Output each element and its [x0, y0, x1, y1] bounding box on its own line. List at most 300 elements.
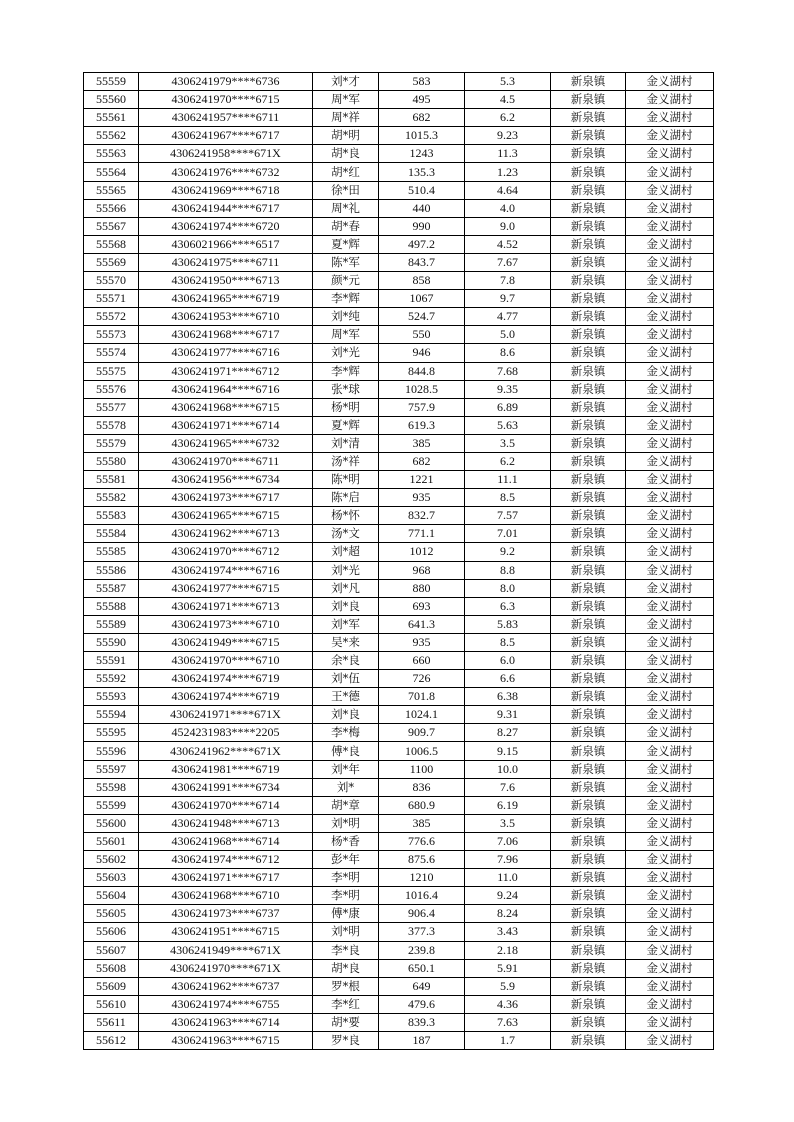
value-cell: 3.5	[465, 434, 551, 452]
table-row	[84, 416, 714, 434]
table-row	[84, 1031, 714, 1049]
serial-number-cell: 55569	[84, 253, 139, 271]
value-cell: 8.5	[465, 633, 551, 651]
village-cell: 金义湖村	[626, 670, 714, 688]
amount-cell: 682	[379, 452, 465, 470]
serial-number-cell: 55600	[84, 814, 139, 832]
id-number-cell: 4306241971****6712	[139, 362, 313, 380]
serial-number-cell: 55559	[84, 73, 139, 91]
amount-cell: 385	[379, 434, 465, 452]
serial-number-cell: 55576	[84, 380, 139, 398]
town-cell: 新泉镇	[551, 127, 626, 145]
name-cell: 杨*怀	[313, 507, 379, 525]
id-number-cell: 4306241991****6734	[139, 778, 313, 796]
serial-number-cell: 55587	[84, 579, 139, 597]
amount-cell: 1100	[379, 760, 465, 778]
table-row	[84, 91, 714, 109]
name-cell: 刘*伍	[313, 670, 379, 688]
town-cell: 新泉镇	[551, 778, 626, 796]
village-cell: 金义湖村	[626, 869, 714, 887]
town-cell: 新泉镇	[551, 995, 626, 1013]
amount-cell: 693	[379, 597, 465, 615]
town-cell: 新泉镇	[551, 796, 626, 814]
value-cell: 6.89	[465, 398, 551, 416]
town-cell: 新泉镇	[551, 272, 626, 290]
amount-cell: 935	[379, 633, 465, 651]
name-cell: 张*球	[313, 380, 379, 398]
id-number-cell: 4306241948****6713	[139, 814, 313, 832]
value-cell: 8.24	[465, 905, 551, 923]
amount-cell: 650.1	[379, 959, 465, 977]
table-row	[84, 959, 714, 977]
id-number-cell: 4306241976****6732	[139, 163, 313, 181]
village-cell: 金义湖村	[626, 760, 714, 778]
table-row	[84, 995, 714, 1013]
value-cell: 9.2	[465, 543, 551, 561]
amount-cell: 550	[379, 326, 465, 344]
value-cell: 8.8	[465, 561, 551, 579]
value-cell: 11.3	[465, 145, 551, 163]
serial-number-cell: 55590	[84, 633, 139, 651]
amount-cell: 619.3	[379, 416, 465, 434]
value-cell: 11.0	[465, 869, 551, 887]
amount-cell: 839.3	[379, 1013, 465, 1031]
table-row	[84, 127, 714, 145]
id-number-cell: 4306241949****6715	[139, 633, 313, 651]
town-cell: 新泉镇	[551, 308, 626, 326]
value-cell: 5.91	[465, 959, 551, 977]
town-cell: 新泉镇	[551, 91, 626, 109]
town-cell: 新泉镇	[551, 290, 626, 308]
name-cell: 周*军	[313, 326, 379, 344]
id-number-cell: 4306241981****6719	[139, 760, 313, 778]
village-cell: 金义湖村	[626, 1013, 714, 1031]
id-number-cell: 4306241974****6720	[139, 217, 313, 235]
serial-number-cell: 55561	[84, 109, 139, 127]
serial-number-cell: 55563	[84, 145, 139, 163]
value-cell: 11.1	[465, 471, 551, 489]
id-number-cell: 4306241968****6717	[139, 326, 313, 344]
amount-cell: 990	[379, 217, 465, 235]
serial-number-cell: 55577	[84, 398, 139, 416]
town-cell: 新泉镇	[551, 832, 626, 850]
village-cell: 金义湖村	[626, 561, 714, 579]
id-number-cell: 4306021966****6517	[139, 235, 313, 253]
town-cell: 新泉镇	[551, 109, 626, 127]
amount-cell: 843.7	[379, 253, 465, 271]
town-cell: 新泉镇	[551, 905, 626, 923]
amount-cell: 1243	[379, 145, 465, 163]
id-number-cell: 4306241974****6755	[139, 995, 313, 1013]
table-row	[84, 235, 714, 253]
serial-number-cell: 55599	[84, 796, 139, 814]
serial-number-cell: 55601	[84, 832, 139, 850]
table-row	[84, 706, 714, 724]
name-cell: 刘*明	[313, 923, 379, 941]
town-cell: 新泉镇	[551, 579, 626, 597]
id-number-cell: 4306241953****6710	[139, 308, 313, 326]
amount-cell: 909.7	[379, 724, 465, 742]
name-cell: 颜*元	[313, 272, 379, 290]
amount-cell: 479.6	[379, 995, 465, 1013]
table-row	[84, 923, 714, 941]
name-cell: 周*军	[313, 91, 379, 109]
village-cell: 金义湖村	[626, 615, 714, 633]
value-cell: 5.3	[465, 73, 551, 91]
town-cell: 新泉镇	[551, 941, 626, 959]
id-number-cell: 4306241969****6718	[139, 181, 313, 199]
amount-cell: 641.3	[379, 615, 465, 633]
name-cell: 刘*超	[313, 543, 379, 561]
table-row	[84, 778, 714, 796]
name-cell: 胡*春	[313, 217, 379, 235]
amount-cell: 1221	[379, 471, 465, 489]
table-row	[84, 597, 714, 615]
value-cell: 4.5	[465, 91, 551, 109]
name-cell: 刘*光	[313, 344, 379, 362]
serial-number-cell: 55560	[84, 91, 139, 109]
table-row	[84, 73, 714, 91]
serial-number-cell: 55597	[84, 760, 139, 778]
amount-cell: 524.7	[379, 308, 465, 326]
serial-number-cell: 55571	[84, 290, 139, 308]
table-row	[84, 525, 714, 543]
value-cell: 6.2	[465, 452, 551, 470]
town-cell: 新泉镇	[551, 1031, 626, 1049]
serial-number-cell: 55583	[84, 507, 139, 525]
name-cell: 罗*良	[313, 1031, 379, 1049]
serial-number-cell: 55567	[84, 217, 139, 235]
value-cell: 9.31	[465, 706, 551, 724]
records-table-body	[84, 73, 714, 1050]
name-cell: 傅*良	[313, 742, 379, 760]
village-cell: 金义湖村	[626, 362, 714, 380]
table-row	[84, 941, 714, 959]
records-table	[83, 72, 714, 1050]
town-cell: 新泉镇	[551, 742, 626, 760]
table-row	[84, 887, 714, 905]
amount-cell: 844.8	[379, 362, 465, 380]
id-number-cell: 4306241973****6717	[139, 489, 313, 507]
serial-number-cell: 55564	[84, 163, 139, 181]
amount-cell: 239.8	[379, 941, 465, 959]
town-cell: 新泉镇	[551, 760, 626, 778]
value-cell: 7.01	[465, 525, 551, 543]
amount-cell: 726	[379, 670, 465, 688]
name-cell: 李*梅	[313, 724, 379, 742]
town-cell: 新泉镇	[551, 724, 626, 742]
town-cell: 新泉镇	[551, 1013, 626, 1031]
name-cell: 刘*明	[313, 814, 379, 832]
village-cell: 金义湖村	[626, 272, 714, 290]
id-number-cell: 4306241975****6711	[139, 253, 313, 271]
table-row	[84, 181, 714, 199]
value-cell: 4.64	[465, 181, 551, 199]
serial-number-cell: 55584	[84, 525, 139, 543]
town-cell: 新泉镇	[551, 525, 626, 543]
name-cell: 刘*光	[313, 561, 379, 579]
table-row	[84, 1013, 714, 1031]
town-cell: 新泉镇	[551, 253, 626, 271]
id-number-cell: 4306241949****671X	[139, 941, 313, 959]
name-cell: 李*辉	[313, 362, 379, 380]
amount-cell: 906.4	[379, 905, 465, 923]
amount-cell: 510.4	[379, 181, 465, 199]
value-cell: 8.27	[465, 724, 551, 742]
serial-number-cell: 55573	[84, 326, 139, 344]
name-cell: 陈*启	[313, 489, 379, 507]
village-cell: 金义湖村	[626, 688, 714, 706]
value-cell: 7.6	[465, 778, 551, 796]
value-cell: 7.63	[465, 1013, 551, 1031]
value-cell: 4.52	[465, 235, 551, 253]
serial-number-cell: 55611	[84, 1013, 139, 1031]
serial-number-cell: 55610	[84, 995, 139, 1013]
id-number-cell: 4306241977****6715	[139, 579, 313, 597]
village-cell: 金义湖村	[626, 471, 714, 489]
id-number-cell: 4306241977****6716	[139, 344, 313, 362]
serial-number-cell: 55605	[84, 905, 139, 923]
serial-number-cell: 55598	[84, 778, 139, 796]
name-cell: 李*明	[313, 869, 379, 887]
value-cell: 2.18	[465, 941, 551, 959]
name-cell: 李*辉	[313, 290, 379, 308]
town-cell: 新泉镇	[551, 507, 626, 525]
id-number-cell: 4306241965****6715	[139, 507, 313, 525]
name-cell: 刘*清	[313, 434, 379, 452]
name-cell: 吴*来	[313, 633, 379, 651]
id-number-cell: 4306241970****6711	[139, 452, 313, 470]
table-row	[84, 290, 714, 308]
value-cell: 8.0	[465, 579, 551, 597]
id-number-cell: 4306241971****6713	[139, 597, 313, 615]
table-row	[84, 217, 714, 235]
id-number-cell: 4306241970****6715	[139, 91, 313, 109]
village-cell: 金义湖村	[626, 1031, 714, 1049]
serial-number-cell: 55591	[84, 652, 139, 670]
id-number-cell: 4306241963****6715	[139, 1031, 313, 1049]
value-cell: 6.19	[465, 796, 551, 814]
name-cell: 胡*良	[313, 145, 379, 163]
amount-cell: 649	[379, 977, 465, 995]
value-cell: 9.24	[465, 887, 551, 905]
serial-number-cell: 55574	[84, 344, 139, 362]
village-cell: 金义湖村	[626, 253, 714, 271]
id-number-cell: 4306241970****6712	[139, 543, 313, 561]
name-cell: 余*良	[313, 652, 379, 670]
name-cell: 夏*辉	[313, 416, 379, 434]
table-row	[84, 507, 714, 525]
name-cell: 杨*明	[313, 398, 379, 416]
name-cell: 汤*祥	[313, 452, 379, 470]
village-cell: 金义湖村	[626, 181, 714, 199]
table-row	[84, 398, 714, 416]
table-row	[84, 796, 714, 814]
village-cell: 金义湖村	[626, 724, 714, 742]
village-cell: 金义湖村	[626, 796, 714, 814]
serial-number-cell: 55580	[84, 452, 139, 470]
serial-number-cell: 55589	[84, 615, 139, 633]
amount-cell: 1024.1	[379, 706, 465, 724]
serial-number-cell: 55602	[84, 851, 139, 869]
village-cell: 金义湖村	[626, 109, 714, 127]
village-cell: 金义湖村	[626, 923, 714, 941]
value-cell: 5.83	[465, 615, 551, 633]
serial-number-cell: 55594	[84, 706, 139, 724]
village-cell: 金义湖村	[626, 905, 714, 923]
village-cell: 金义湖村	[626, 326, 714, 344]
village-cell: 金义湖村	[626, 163, 714, 181]
town-cell: 新泉镇	[551, 471, 626, 489]
id-number-cell: 4306241974****6719	[139, 670, 313, 688]
village-cell: 金义湖村	[626, 832, 714, 850]
name-cell: 刘*凡	[313, 579, 379, 597]
name-cell: 夏*辉	[313, 235, 379, 253]
id-number-cell: 4306241971****671X	[139, 706, 313, 724]
amount-cell: 1015.3	[379, 127, 465, 145]
id-number-cell: 4306241968****6710	[139, 887, 313, 905]
town-cell: 新泉镇	[551, 851, 626, 869]
village-cell: 金义湖村	[626, 416, 714, 434]
town-cell: 新泉镇	[551, 326, 626, 344]
value-cell: 7.57	[465, 507, 551, 525]
id-number-cell: 4306241971****6717	[139, 869, 313, 887]
id-number-cell: 4306241968****6715	[139, 398, 313, 416]
name-cell: 周*礼	[313, 199, 379, 217]
town-cell: 新泉镇	[551, 489, 626, 507]
amount-cell: 1006.5	[379, 742, 465, 760]
name-cell: 陈*明	[313, 471, 379, 489]
village-cell: 金义湖村	[626, 633, 714, 651]
name-cell: 胡*要	[313, 1013, 379, 1031]
name-cell: 杨*香	[313, 832, 379, 850]
town-cell: 新泉镇	[551, 652, 626, 670]
amount-cell: 1012	[379, 543, 465, 561]
amount-cell: 880	[379, 579, 465, 597]
table-row	[84, 471, 714, 489]
village-cell: 金义湖村	[626, 344, 714, 362]
amount-cell: 858	[379, 272, 465, 290]
name-cell: 傅*康	[313, 905, 379, 923]
village-cell: 金义湖村	[626, 525, 714, 543]
value-cell: 1.23	[465, 163, 551, 181]
serial-number-cell: 55595	[84, 724, 139, 742]
name-cell: 周*祥	[313, 109, 379, 127]
serial-number-cell: 55603	[84, 869, 139, 887]
name-cell: 刘*才	[313, 73, 379, 91]
name-cell: 刘*良	[313, 706, 379, 724]
village-cell: 金义湖村	[626, 959, 714, 977]
name-cell: 刘*	[313, 778, 379, 796]
serial-number-cell: 55612	[84, 1031, 139, 1049]
serial-number-cell: 55606	[84, 923, 139, 941]
id-number-cell: 4306241950****6713	[139, 272, 313, 290]
table-row	[84, 308, 714, 326]
town-cell: 新泉镇	[551, 597, 626, 615]
village-cell: 金义湖村	[626, 543, 714, 561]
serial-number-cell: 55572	[84, 308, 139, 326]
value-cell: 5.63	[465, 416, 551, 434]
town-cell: 新泉镇	[551, 869, 626, 887]
town-cell: 新泉镇	[551, 145, 626, 163]
village-cell: 金义湖村	[626, 127, 714, 145]
town-cell: 新泉镇	[551, 416, 626, 434]
village-cell: 金义湖村	[626, 941, 714, 959]
value-cell: 9.7	[465, 290, 551, 308]
table-row	[84, 543, 714, 561]
amount-cell: 1016.4	[379, 887, 465, 905]
town-cell: 新泉镇	[551, 959, 626, 977]
village-cell: 金义湖村	[626, 91, 714, 109]
table-row	[84, 670, 714, 688]
table-row	[84, 688, 714, 706]
serial-number-cell: 55608	[84, 959, 139, 977]
amount-cell: 832.7	[379, 507, 465, 525]
value-cell: 3.5	[465, 814, 551, 832]
town-cell: 新泉镇	[551, 434, 626, 452]
table-row	[84, 633, 714, 651]
village-cell: 金义湖村	[626, 977, 714, 995]
village-cell: 金义湖村	[626, 452, 714, 470]
town-cell: 新泉镇	[551, 615, 626, 633]
amount-cell: 935	[379, 489, 465, 507]
table-row	[84, 362, 714, 380]
id-number-cell: 4306241944****6717	[139, 199, 313, 217]
town-cell: 新泉镇	[551, 887, 626, 905]
id-number-cell: 4306241951****6715	[139, 923, 313, 941]
table-row	[84, 253, 714, 271]
amount-cell: 757.9	[379, 398, 465, 416]
village-cell: 金义湖村	[626, 308, 714, 326]
amount-cell: 495	[379, 91, 465, 109]
name-cell: 刘*军	[313, 615, 379, 633]
table-row	[84, 615, 714, 633]
village-cell: 金义湖村	[626, 778, 714, 796]
amount-cell: 875.6	[379, 851, 465, 869]
table-row	[84, 272, 714, 290]
serial-number-cell: 55596	[84, 742, 139, 760]
amount-cell: 660	[379, 652, 465, 670]
amount-cell: 680.9	[379, 796, 465, 814]
value-cell: 8.6	[465, 344, 551, 362]
amount-cell: 946	[379, 344, 465, 362]
name-cell: 胡*红	[313, 163, 379, 181]
serial-number-cell: 55579	[84, 434, 139, 452]
table-row	[84, 199, 714, 217]
town-cell: 新泉镇	[551, 977, 626, 995]
name-cell: 李*良	[313, 941, 379, 959]
amount-cell: 968	[379, 561, 465, 579]
town-cell: 新泉镇	[551, 706, 626, 724]
id-number-cell: 4524231983****2205	[139, 724, 313, 742]
serial-number-cell: 55586	[84, 561, 139, 579]
town-cell: 新泉镇	[551, 688, 626, 706]
serial-number-cell: 55604	[84, 887, 139, 905]
serial-number-cell: 55562	[84, 127, 139, 145]
town-cell: 新泉镇	[551, 452, 626, 470]
town-cell: 新泉镇	[551, 73, 626, 91]
town-cell: 新泉镇	[551, 199, 626, 217]
name-cell: 胡*章	[313, 796, 379, 814]
village-cell: 金义湖村	[626, 434, 714, 452]
amount-cell: 377.3	[379, 923, 465, 941]
name-cell: 胡*明	[313, 127, 379, 145]
serial-number-cell: 55568	[84, 235, 139, 253]
id-number-cell: 4306241962****6737	[139, 977, 313, 995]
value-cell: 9.15	[465, 742, 551, 760]
amount-cell: 497.2	[379, 235, 465, 253]
id-number-cell: 4306241964****6716	[139, 380, 313, 398]
